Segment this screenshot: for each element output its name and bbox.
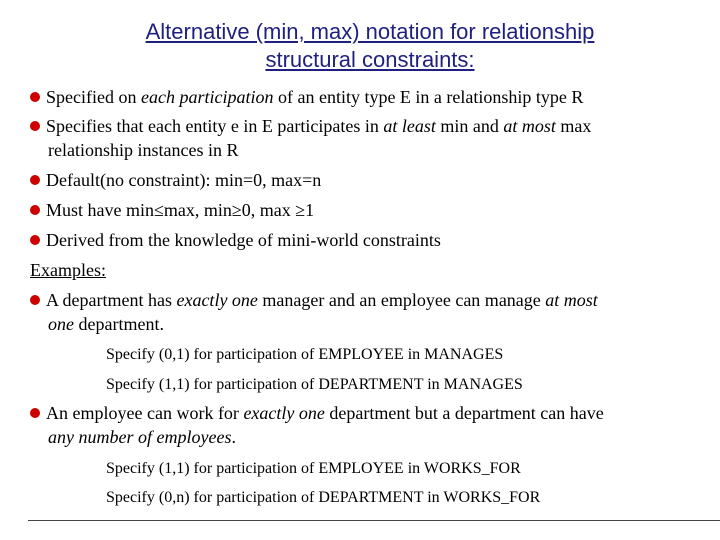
example-1-continuation-text: department. bbox=[74, 314, 164, 334]
bullet-2-continuation: relationship instances in R bbox=[48, 140, 239, 160]
bullet-4-text: Must have min≤max, min≥0, max ≥1 bbox=[46, 200, 315, 220]
bullet-2-text-b: min and bbox=[435, 116, 504, 136]
example-1-spec-1: Specify (0,1) for participation of EMPLOYEE in MANAGES bbox=[106, 346, 504, 363]
bullet-2-text-c: max bbox=[555, 116, 592, 136]
bullet-icon bbox=[30, 408, 40, 418]
example-2-text-a: An employee can work for bbox=[46, 403, 244, 423]
footer-divider bbox=[28, 520, 720, 521]
example-1-text-a: A department has bbox=[46, 290, 177, 310]
bullet-icon bbox=[30, 175, 40, 185]
bullet-2-emphasis-a: at least bbox=[383, 116, 436, 136]
example-1-continuation-emphasis: one bbox=[48, 314, 74, 334]
bullet-1-emphasis: each participation bbox=[140, 87, 274, 107]
example-2-continuation bbox=[48, 426, 236, 448]
example-2-emphasis: exactly one bbox=[243, 403, 325, 423]
example-2-spec-2: Specify (0,n) for participation of DEPARTMENT in WORKS_FOR bbox=[106, 489, 541, 506]
example-2-spec-1: Specify (1,1) for participation of EMPLOYEE in WORKS_FOR bbox=[106, 460, 521, 477]
title-line-2: structural constraints: bbox=[265, 47, 475, 72]
example-2-continuation-text: . bbox=[231, 427, 236, 447]
example-item-1 bbox=[30, 289, 598, 311]
example-1-emphasis-b: at most bbox=[545, 290, 598, 310]
examples-label: Examples: bbox=[30, 260, 106, 280]
bullet-icon bbox=[30, 235, 40, 245]
bullet-item-3 bbox=[30, 169, 321, 191]
bullet-3-text: Default(no constraint): min=0, max=n bbox=[46, 170, 322, 190]
bullet-icon bbox=[30, 121, 40, 131]
example-item-2 bbox=[30, 402, 604, 424]
bullet-item-1 bbox=[30, 86, 583, 108]
bullet-2-emphasis-b: at most bbox=[503, 116, 556, 136]
bullet-icon bbox=[30, 92, 40, 102]
bullet-5-text: Derived from the knowledge of mini-world constraints bbox=[46, 230, 441, 250]
example-1-emphasis-a: exactly one bbox=[176, 290, 258, 310]
bullet-item-4 bbox=[30, 199, 314, 221]
bullet-2-text-a: Specifies that each entity e in E participates in bbox=[46, 116, 384, 136]
bullet-1-text-a: Specified on bbox=[46, 87, 141, 107]
bullet-icon bbox=[30, 205, 40, 215]
example-1-spec-2: Specify (1,1) for participation of DEPARTMENT in MANAGES bbox=[106, 376, 523, 393]
title-line-1: Alternative (min, max) notation for relationship bbox=[145, 19, 595, 44]
bullet-1-text-b: of an entity type E in a relationship type R bbox=[273, 87, 584, 107]
example-2-continuation-emphasis: any number of employees bbox=[48, 427, 232, 447]
slide-title bbox=[60, 18, 680, 74]
bullet-item-2 bbox=[30, 115, 591, 137]
bullet-icon bbox=[30, 295, 40, 305]
example-2-text-b: department but a department can have bbox=[324, 403, 604, 423]
bullet-item-5 bbox=[30, 229, 441, 251]
example-1-continuation bbox=[48, 313, 164, 335]
example-1-text-b: manager and an employee can manage bbox=[257, 290, 546, 310]
